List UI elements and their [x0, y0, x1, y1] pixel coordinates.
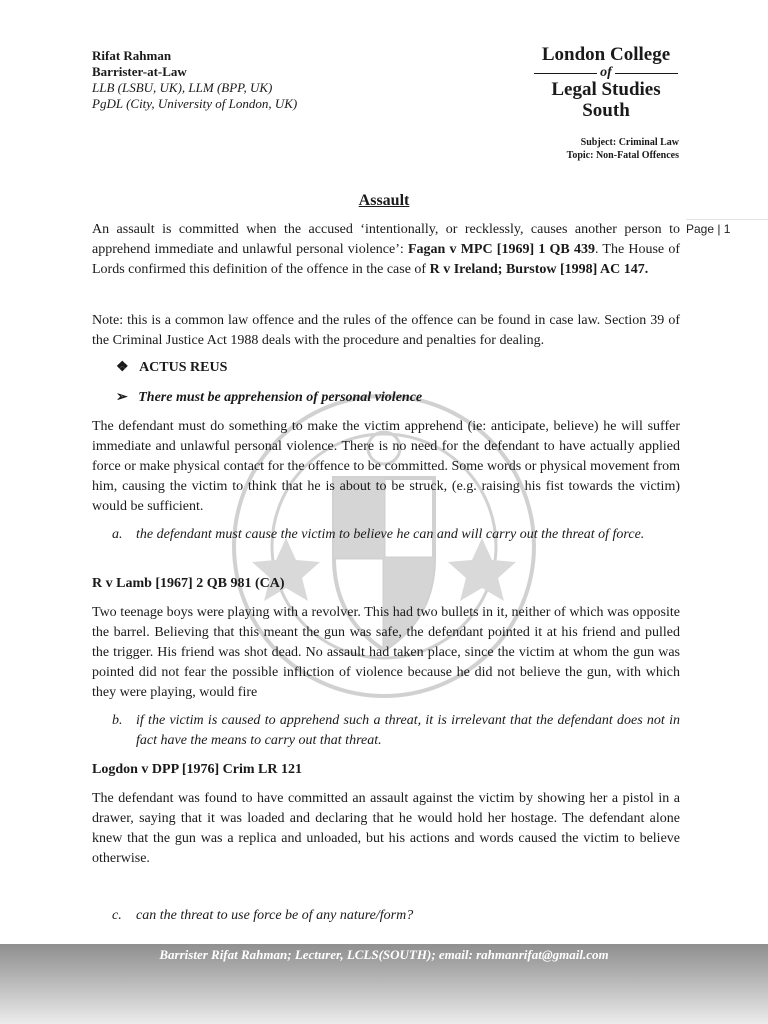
- arrow-bullet-icon: ➢: [116, 390, 128, 405]
- author-name: Rifat Rahman: [92, 48, 172, 63]
- page-number-rule: [686, 219, 768, 220]
- author-qualification-1: LLB (LSBU, UK), LLM (BPP, UK): [92, 80, 273, 95]
- topic-line: Topic: Non-Fatal Offences: [566, 150, 679, 161]
- point-c-label: c.: [112, 908, 122, 923]
- intro-text-1: An assault is committed when the accused ‘intentionally, or recklessly, causes another person to apprehend immediate and unlawful personal violence’:: [92, 222, 680, 257]
- logdon-paragraph: The defendant was found to have committed an assault against the victim by showing her a pistol in a drawer, saying that it was loaded and declaring that he would hold her hostage. The defendant alone knew that the gun was a replica and unloaded, but his actions and words caused the victim to believe otherwise.: [92, 791, 680, 866]
- apprehension-label: There must be apprehension of personal violence: [138, 390, 423, 405]
- subject-block: [567, 136, 679, 162]
- logo-rule-right: [615, 73, 678, 74]
- case-lamb-heading: R v Lamb [1967] 2 QB 981 (CA): [92, 576, 285, 591]
- point-c: [112, 906, 680, 926]
- actus-reus-heading: [116, 358, 227, 378]
- lamb-paragraph: Two teenage boys were playing with a revolver. This had two bullets in it, neither of which was opposite the barrel. Believing that this meant the gun was safe, the defendant pointed it at his friend and pulled the trigger. His friend was shot dead. No assault had taken place, since the victim at whom the gun was pointed did not fear the possible infliction of violence because he did not believe the gun, with which they were playing, would fire: [92, 605, 680, 700]
- college-logo: [534, 44, 678, 122]
- page-footer: [0, 944, 768, 1024]
- diamond-bullet-icon: ❖: [116, 360, 129, 375]
- author-title: Barrister-at-Law: [92, 64, 187, 79]
- apprehension-subheading: [116, 388, 422, 408]
- case-logdon-heading: Logdon v DPP [1976] Crim LR 121: [92, 762, 302, 777]
- footer-text: Barrister Rifat Rahman; Lecturer, LCLS(SOUTH); email: rahmanrifat@gmail.com: [159, 947, 609, 962]
- logo-line-1: London College: [541, 44, 671, 65]
- point-b-text: if the victim is caused to apprehend such a threat, it is irrelevant that the defendant does not in fact have the means to carry out that threat.: [136, 713, 680, 748]
- case-fagan: Fagan v MPC [1969] 1 QB 439: [407, 242, 595, 257]
- note-paragraph: Note: this is a common law offence and the rules of the offence can be found in case law. Section 39 of the Criminal Justice Act 1988 deals with the procedure and penalties for dealing.: [92, 313, 680, 348]
- intro-paragraph: [92, 220, 680, 280]
- point-c-text: can the threat to use force be of any nature/form?: [136, 908, 414, 923]
- logo-of: of: [600, 65, 612, 80]
- logo-rule-left: [534, 73, 597, 74]
- case-ireland: R v Ireland; Burstow [1998] AC 147.: [429, 262, 649, 277]
- logo-line-4: South: [582, 100, 630, 121]
- author-qualification-2: PgDL (City, University of London, UK): [92, 96, 298, 111]
- logo-line-3: Legal Studies: [551, 79, 661, 100]
- page-title: Assault: [358, 192, 410, 209]
- logo-of-row: [534, 66, 678, 80]
- point-b: [112, 711, 680, 751]
- page-number: Page | 1: [686, 222, 731, 236]
- author-block: [92, 48, 297, 112]
- point-b-label: b.: [112, 713, 123, 728]
- point-a: [112, 525, 680, 545]
- apprehension-paragraph: The defendant must do something to make the victim apprehend (ie: anticipate, believe) he will suffer immediate and unlawful personal violence. There is no need for the defendant to have actually applied force or make physical contact for the offence to be committed. Some words or physical movement from him, causing the victim to think that he is about to be struck, (e.g. raising his fist towards the victim) would be sufficient.: [92, 419, 680, 514]
- point-a-text: the defendant must cause the victim to believe he can and will carry out the threat of force.: [136, 527, 645, 542]
- subject-line: Subject: Criminal Law: [580, 137, 679, 148]
- point-a-label: a.: [112, 527, 123, 542]
- actus-reus-label: ACTUS REUS: [139, 360, 228, 375]
- intro-text-2: . The House of Lords confirmed this definition of the offence in the case of: [92, 242, 681, 277]
